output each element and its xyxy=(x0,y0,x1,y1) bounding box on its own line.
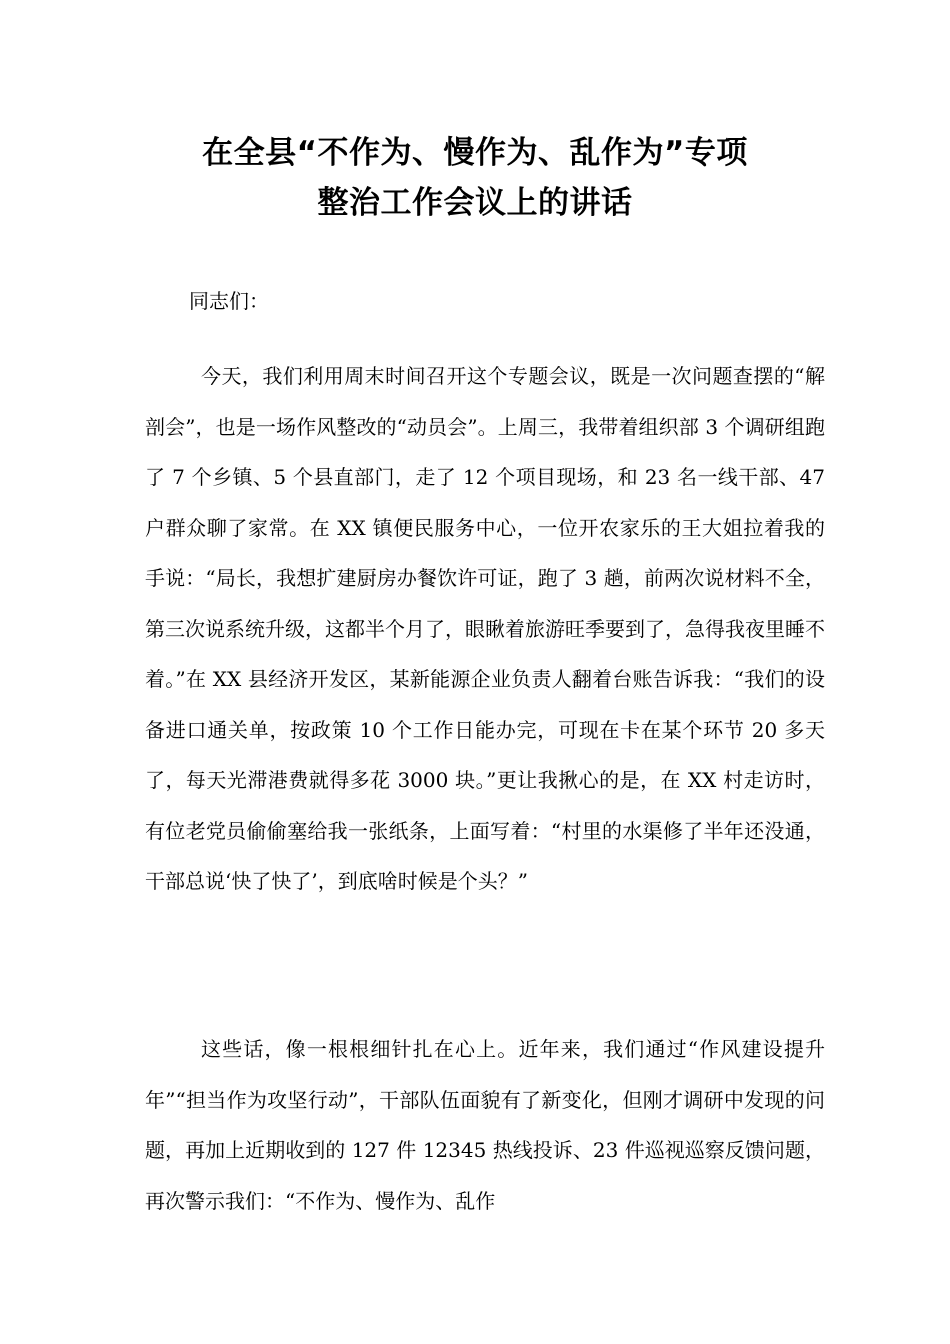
title-line-1: 在全县“不作为、慢作为、乱作为”专项 xyxy=(202,135,748,171)
salutation: 同志们： xyxy=(189,289,269,313)
document-title xyxy=(140,128,810,228)
paragraph-1: 今天，我们利用周末时间召开这个专题会议，既是一次问题查摆的“解剖会”，也是一场作风整改的“动员会”。上周三，我带着组织部 3 个调研组跑了 7 个乡镇、5 个县直部门，走了 12 个项目现场，和 23 名一线干部、47 户群众聊了家常。在 XX 镇便民服务中心，一位开农家乐的王大姐拉着我的手说：“局长，我想扩建厨房办餐饮许可证，跑了 3 趟，前两次说材料不全，第三次说系统升级，这都半个月了，眼瞅着旅游旺季要到了，急得我夜里睡不着。”在 XX 县经济开发区，某新能源企业负责人翻着台账告诉我：“我们的设备进口通关单，按政策 10 个工作日能办完，可现在卡在某个环节 20 多天了，每天光滞港费就得多花 3000 块。”更让我揪心的是，在 XX 村走访时，有位老党员偷偷塞给我一张纸条，上面写着：“村里的水渠修了半年还没通，干部总说‘快了快了’，到底啥时候是个头？” xyxy=(145,364,825,893)
paragraph-2: 这些话，像一根根细针扎在心上。近年来，我们通过“作风建设提升年”“担当作为攻坚行动”，干部队伍面貌有了新变化，但刚才调研中发现的问题，再加上近期收到的 127 件 12345 热线投诉、23 件巡视巡察反馈问题，再次警示我们：“不作为、慢作为、乱作 xyxy=(145,1037,825,1213)
title-line-2: 整治工作会议上的讲话 xyxy=(317,185,633,221)
